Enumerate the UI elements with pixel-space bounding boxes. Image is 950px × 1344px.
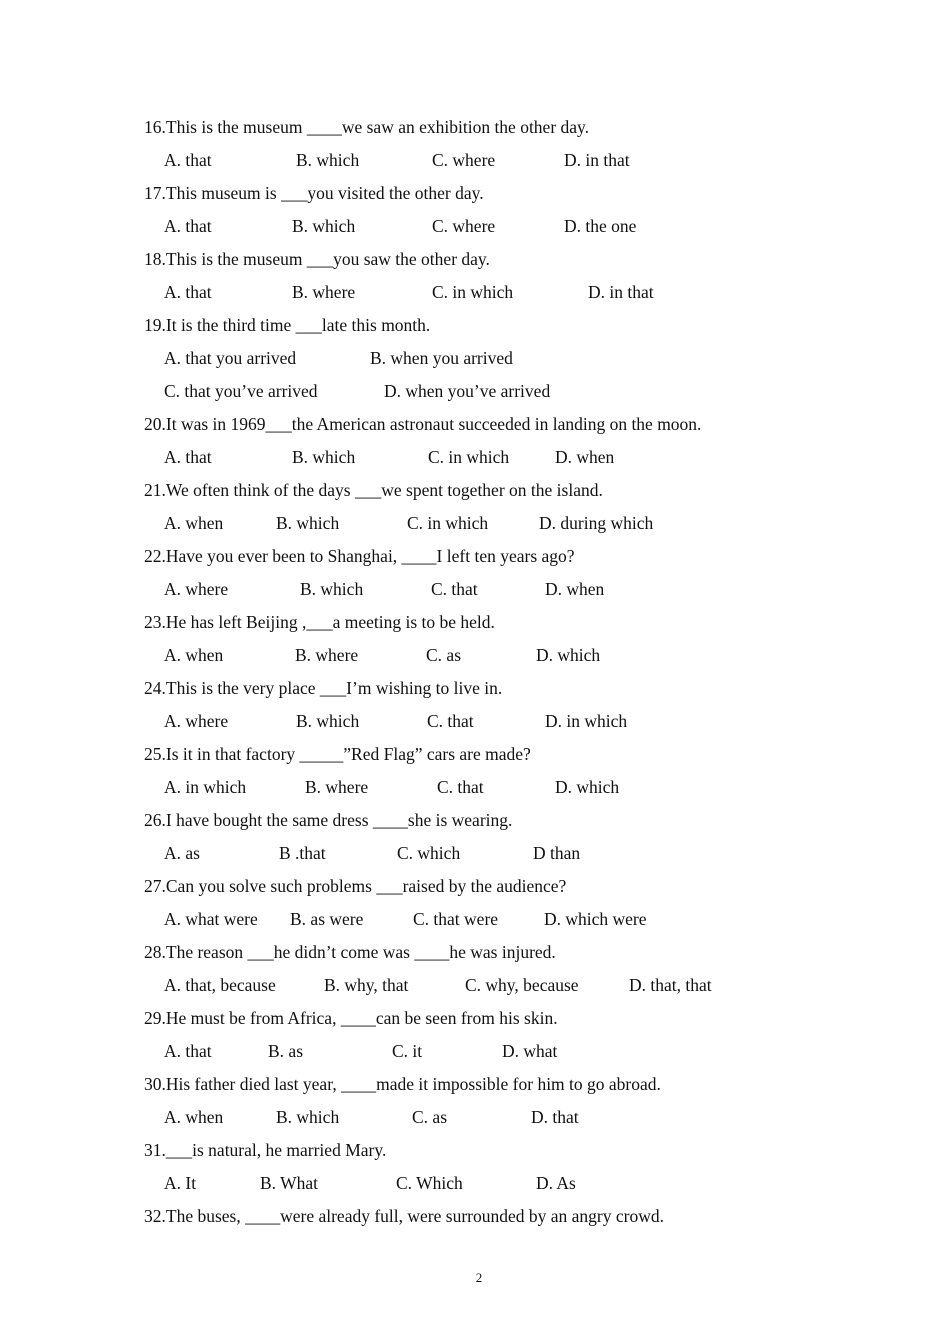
- option-c: C. where: [432, 216, 496, 236]
- question-stem: 28.The reason ___he didn’t come was ____he was injured.: [144, 942, 556, 962]
- option-a: A. as: [164, 843, 200, 863]
- option-row: [144, 642, 864, 675]
- option-a: A. that: [164, 150, 212, 170]
- question-17: [144, 180, 864, 246]
- option-row: [144, 906, 864, 939]
- question-stem: 16.This is the museum ____we saw an exhibition the other day.: [144, 117, 590, 137]
- question-stem: 29.He must be from Africa, ____can be seen from his skin.: [144, 1008, 558, 1028]
- option-row: [144, 1170, 864, 1203]
- page-number: 2: [475, 1270, 483, 1285]
- question-19: [144, 312, 864, 411]
- option-a: A. that: [164, 447, 212, 467]
- option-d: D. when: [545, 579, 605, 599]
- option-row: [144, 345, 864, 378]
- question-stem: 26.I have bought the same dress ____she is wearing.: [144, 810, 513, 830]
- question-stem: 19.It is the third time ___late this month.: [144, 315, 431, 335]
- option-row: [144, 774, 864, 807]
- question-20: [144, 411, 864, 477]
- option-c: C. as: [412, 1107, 447, 1127]
- question-32: [144, 1203, 864, 1236]
- question-list: [144, 114, 864, 1236]
- option-row: [144, 840, 864, 873]
- option-d: D. in that: [588, 282, 654, 302]
- option-row: [144, 510, 864, 543]
- option-d: D. what: [502, 1041, 558, 1061]
- option-a: A. in which: [164, 777, 247, 797]
- option-c: C. that you’ve arrived: [164, 381, 318, 401]
- option-c: C. it: [392, 1041, 423, 1061]
- option-a: A. where: [164, 711, 229, 731]
- option-row: [144, 972, 864, 1005]
- question-22: [144, 543, 864, 609]
- question-stem: 24.This is the very place ___I’m wishing to live in.: [144, 678, 503, 698]
- option-row: [144, 444, 864, 477]
- option-b: B. where: [295, 645, 359, 665]
- question-18: [144, 246, 864, 312]
- option-d: D. in which: [545, 711, 628, 731]
- question-23: [144, 609, 864, 675]
- question-stem: 25.Is it in that factory _____”Red Flag” cars are made?: [144, 744, 531, 764]
- option-c: C. in which: [428, 447, 510, 467]
- option-d: D. which were: [544, 909, 647, 929]
- option-b: B. which: [292, 447, 356, 467]
- option-a: A. that: [164, 216, 212, 236]
- option-a: A. when: [164, 1107, 224, 1127]
- option-b: B. when you arrived: [370, 348, 513, 368]
- option-b: B. What: [260, 1173, 319, 1193]
- option-row: [144, 708, 864, 741]
- option-c: C. as: [426, 645, 461, 665]
- question-stem: 22.Have you ever been to Shanghai, ____I left ten years ago?: [144, 546, 575, 566]
- option-b: B. which: [276, 513, 340, 533]
- option-b: B. which: [276, 1107, 340, 1127]
- option-b: B. as were: [290, 909, 364, 929]
- option-row: [144, 147, 864, 180]
- option-d: D. that: [531, 1107, 579, 1127]
- option-d: D. during which: [539, 513, 654, 533]
- option-b: B .that: [279, 843, 326, 863]
- question-21: [144, 477, 864, 543]
- option-b: B. which: [300, 579, 364, 599]
- question-30: [144, 1071, 864, 1137]
- option-a: A. when: [164, 513, 224, 533]
- option-c: C. which: [397, 843, 461, 863]
- option-c: C. Which: [396, 1173, 463, 1193]
- question-stem: 23.He has left Beijing ,___a meeting is to be held.: [144, 612, 495, 632]
- question-29: [144, 1005, 864, 1071]
- question-25: [144, 741, 864, 807]
- question-stem: 17.This museum is ___you visited the other day.: [144, 183, 484, 203]
- question-16: [144, 114, 864, 180]
- option-row: [144, 1104, 864, 1137]
- option-c: C. in which: [432, 282, 514, 302]
- option-row: [144, 213, 864, 246]
- question-stem: 27.Can you solve such problems ___raised by the audience?: [144, 876, 567, 896]
- option-d: D. when: [555, 447, 615, 467]
- option-a: A. that, because: [164, 975, 276, 995]
- option-a: A. where: [164, 579, 229, 599]
- question-stem: 31.___is natural, he married Mary.: [144, 1140, 387, 1160]
- option-row: [144, 279, 864, 312]
- option-row: [144, 1038, 864, 1071]
- question-31: [144, 1137, 864, 1203]
- question-26: [144, 807, 864, 873]
- option-d: D. in that: [564, 150, 630, 170]
- option-a: A. that: [164, 282, 212, 302]
- option-d: D. which: [536, 645, 601, 665]
- option-c: C. that: [427, 711, 474, 731]
- option-d: D than: [533, 843, 581, 863]
- option-b: B. which: [296, 150, 360, 170]
- option-c: C. where: [432, 150, 496, 170]
- option-a: A. that you arrived: [164, 348, 297, 368]
- option-row: [144, 378, 864, 411]
- question-27: [144, 873, 864, 939]
- option-a: A. when: [164, 645, 224, 665]
- option-d: D. the one: [564, 216, 637, 236]
- question-stem: 30.His father died last year, ____made it impossible for him to go abroad.: [144, 1074, 661, 1094]
- option-b: B. as: [268, 1041, 303, 1061]
- option-b: B. where: [292, 282, 356, 302]
- option-b: B. why, that: [324, 975, 409, 995]
- option-b: B. where: [305, 777, 369, 797]
- option-c: C. why, because: [465, 975, 579, 995]
- option-d: D. As: [536, 1173, 576, 1193]
- option-a: A. It: [164, 1173, 197, 1193]
- option-row: [144, 576, 864, 609]
- question-24: [144, 675, 864, 741]
- question-28: [144, 939, 864, 1005]
- option-b: B. which: [296, 711, 360, 731]
- option-c: C. that: [437, 777, 484, 797]
- option-a: A. what were: [164, 909, 258, 929]
- option-c: C. in which: [407, 513, 489, 533]
- question-stem: 18.This is the museum ___you saw the other day.: [144, 249, 490, 269]
- option-a: A. that: [164, 1041, 212, 1061]
- option-d: D. when you’ve arrived: [384, 381, 551, 401]
- option-c: C. that were: [413, 909, 499, 929]
- option-d: D. which: [555, 777, 620, 797]
- question-stem: 21.We often think of the days ___we spent together on the island.: [144, 480, 603, 500]
- option-d: D. that, that: [629, 975, 712, 995]
- option-b: B. which: [292, 216, 356, 236]
- question-stem: 20.It was in 1969___the American astronaut succeeded in landing on the moon.: [144, 414, 702, 434]
- question-stem: 32.The buses, ____were already full, were surrounded by an angry crowd.: [144, 1206, 664, 1226]
- option-c: C. that: [431, 579, 478, 599]
